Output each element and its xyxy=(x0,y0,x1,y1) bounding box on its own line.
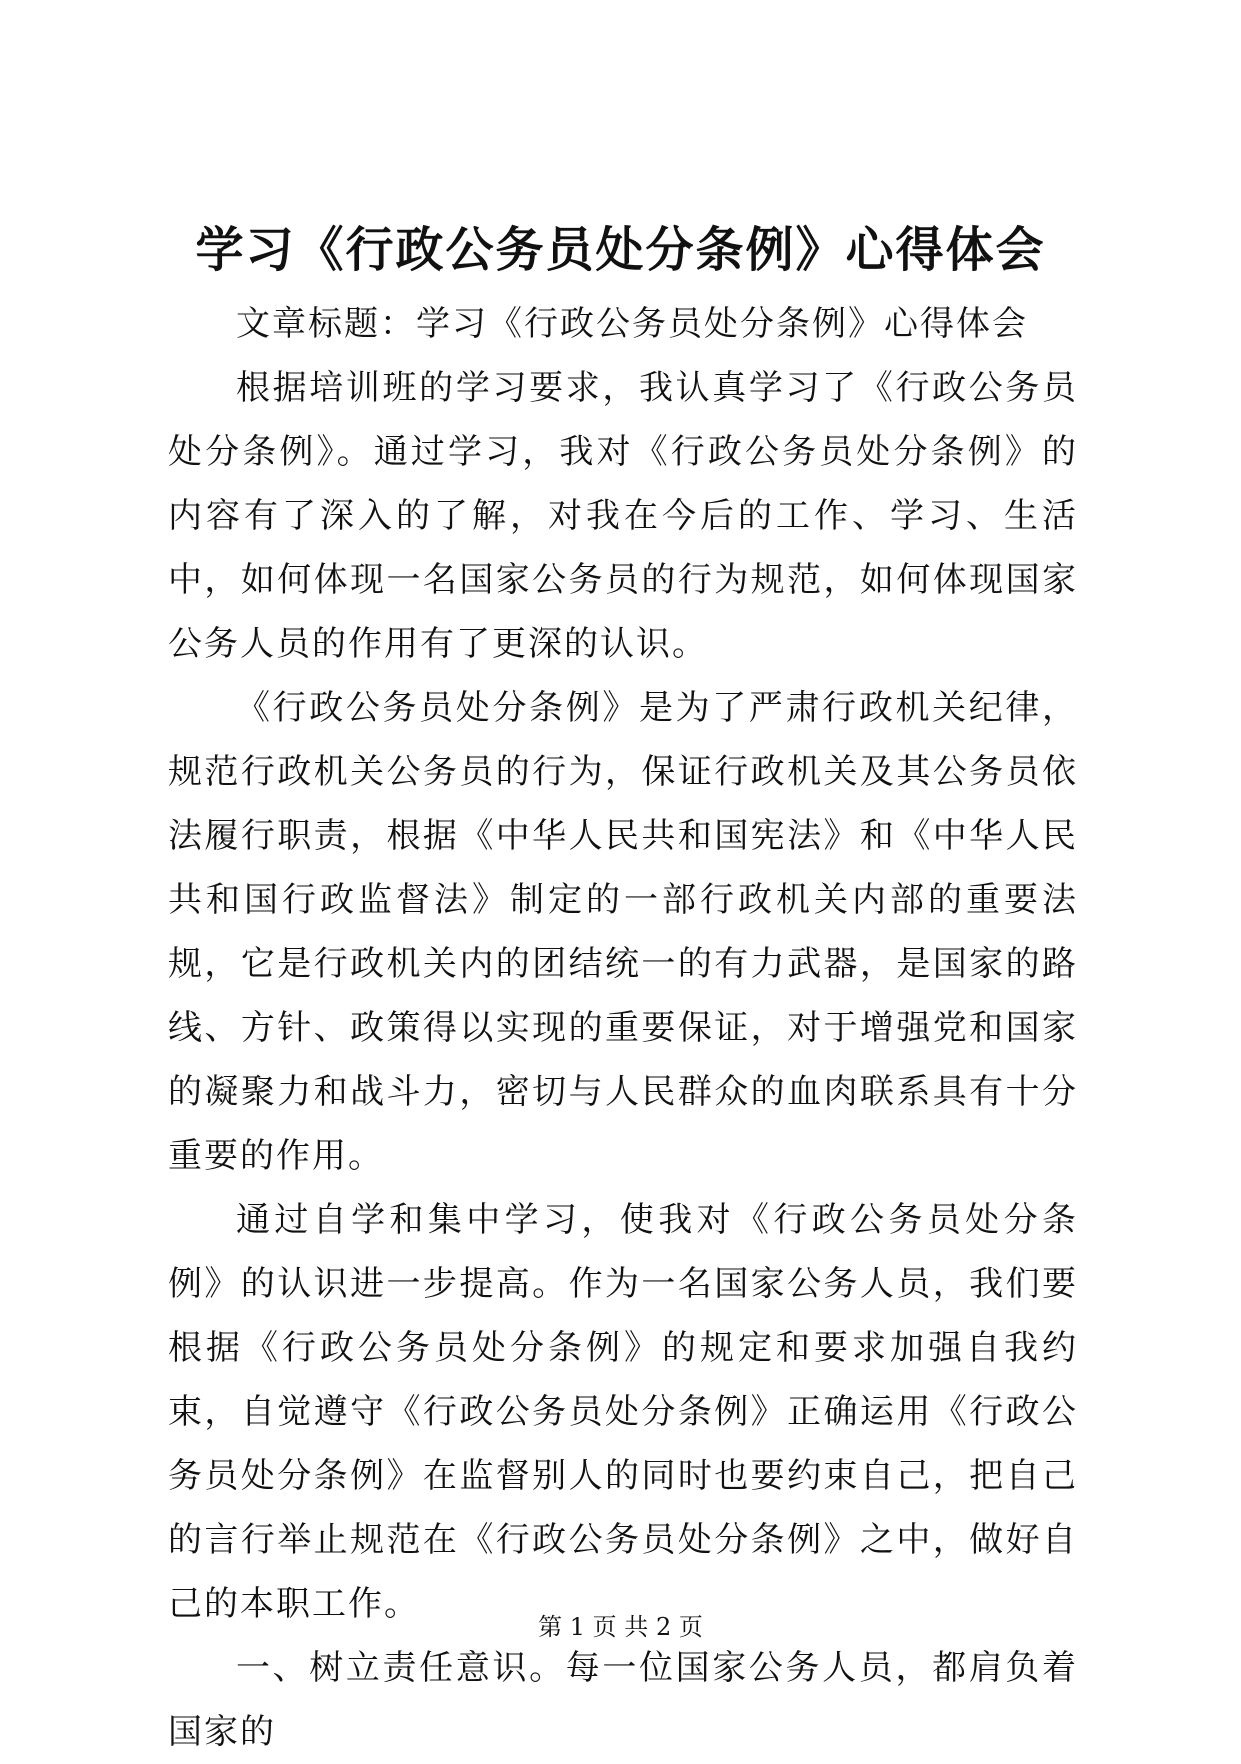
page-footer: 第 1 页 共 2 页 xyxy=(538,1613,703,1641)
paragraph-4: 一、树立责任意识。每一位国家公务人员，都肩负着国家的 xyxy=(168,1648,1078,1752)
page-title: 学习《行政公务员处分条例》心得体会 xyxy=(195,222,1046,278)
article-title-line: 文章标题：学习《行政公务员处分条例》心得体会 xyxy=(236,304,1028,344)
paragraph-3: 通过自学和集中学习，使我对《行政公务员处分条例》的认识进一步提高。作为一名国家公务人员，我们要根据《行政公务员处分条例》的规定和要求加强自我约束，自觉遵守《行政公务员处分条例》正确运用《行政公务员处分条例》在监督别人的同时也要约束自己，把自己的言行举止规范在《行政公务员处分条例》之中，做好自己的本职工作。 xyxy=(168,1200,1078,1624)
document-body xyxy=(168,292,1078,1764)
paragraph-1: 根据培训班的学习要求，我认真学习了《行政公务员处分条例》。通过学习，我对《行政公务员处分条例》的内容有了深入的了解，对我在今后的工作、学习、生活中，如何体现一名国家公务员的行为规范，如何体现国家公务人员的作用有了更深的认识。 xyxy=(168,368,1078,664)
paragraph-2: 《行政公务员处分条例》是为了严肃行政机关纪律，规范行政机关公务员的行为，保证行政机关及其公务员依法履行职责，根据《中华人民共和国宪法》和《中华人民共和国行政监督法》制定的一部行政机关内部的重要法规，它是行政机关内的团结统一的有力武器，是国家的路线、方针、政策得以实现的重要保证，对于增强党和国家的凝聚力和战斗力，密切与人民群众的血肉联系具有十分重要的作用。 xyxy=(168,688,1078,1176)
